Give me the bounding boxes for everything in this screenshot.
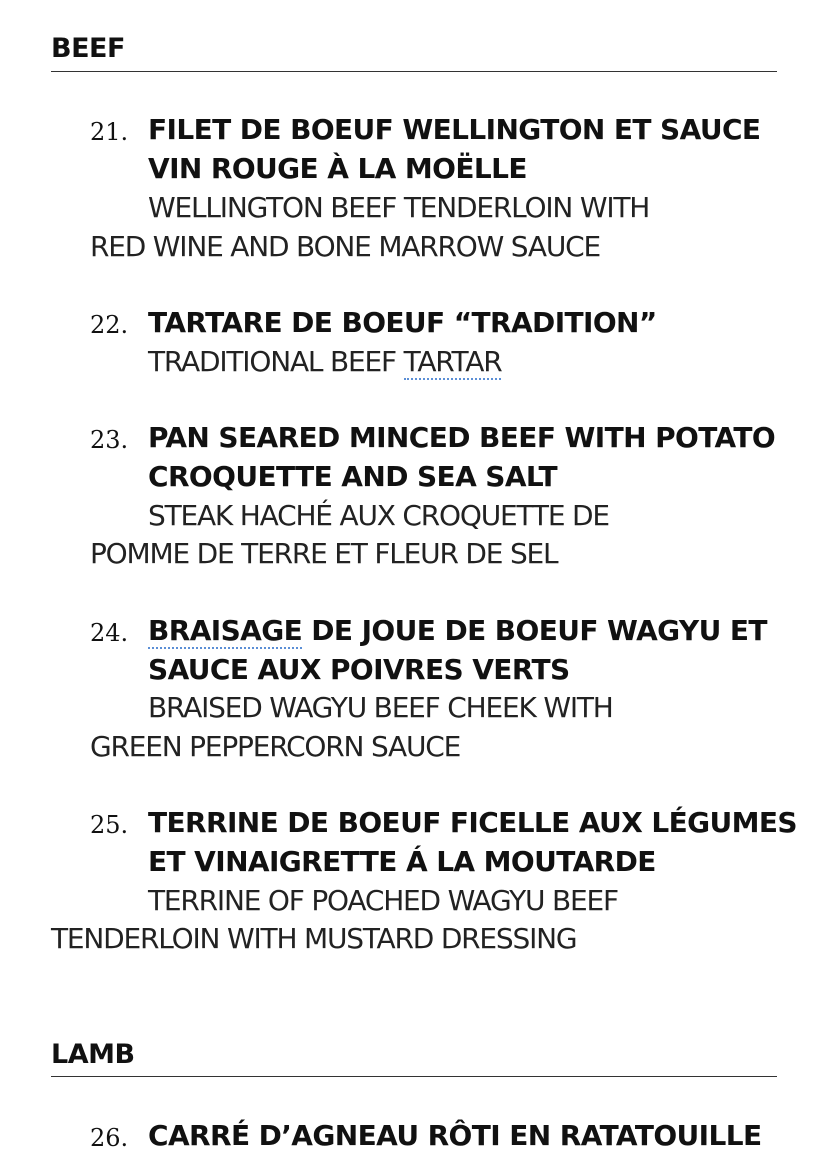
spellcheck-marked-word: TARTAR — [403, 345, 502, 378]
item-number: 25. — [90, 811, 129, 839]
item-name-fr: CROQUETTE AND SEA SALT — [148, 460, 558, 493]
spellcheck-marked-word: BRAISAGE — [148, 614, 303, 647]
item-number: 23. — [90, 426, 129, 454]
item-description-en: GREEN PEPPERCORN SAUCE — [90, 730, 461, 763]
item-name-fr: SAUCE AUX POIVRES VERTS — [148, 653, 570, 686]
item-description-en: STEAK HACHÉ AUX CROQUETTE DE — [148, 499, 609, 532]
item-description-en: TENDERLOIN WITH MUSTARD DRESSING — [51, 922, 577, 955]
item-description-en: BRAISED WAGYU BEEF CHEEK WITH — [148, 691, 613, 724]
item-name-fr: VIN ROUGE À LA MOËLLE — [148, 152, 527, 185]
item-description-en: WELLINGTON BEEF TENDERLOIN WITH — [148, 191, 650, 224]
section-divider — [51, 71, 777, 72]
section-divider — [51, 1076, 777, 1077]
item-name-fr: TERRINE DE BOEUF FICELLE AUX LÉGUMES — [148, 806, 797, 839]
item-name-fr: TARTARE DE BOEUF “TRADITION” — [148, 306, 657, 339]
item-name-fr: CARRÉ D’AGNEAU RÔTI EN RATATOUILLE — [148, 1119, 762, 1152]
item-name-fr: PAN SEARED MINCED BEEF WITH POTATO — [148, 421, 776, 454]
item-name-fr: FILET DE BOEUF WELLINGTON ET SAUCE — [148, 113, 761, 146]
item-number: 26. — [90, 1124, 129, 1152]
section-title-lamb: LAMB — [51, 1039, 135, 1070]
item-name-text: DE JOUE DE BOEUF WAGYU ET — [302, 614, 767, 647]
item-number: 21. — [90, 118, 129, 146]
item-name-fr — [148, 612, 767, 650]
section-title-beef: BEEF — [51, 33, 125, 64]
item-name-fr: ET VINAIGRETTE Á LA MOUTARDE — [148, 845, 656, 878]
item-description-en: POMME DE TERRE ET FLEUR DE SEL — [90, 537, 558, 570]
item-description-en — [148, 343, 501, 381]
item-description-text: TRADITIONAL BEEF — [148, 345, 404, 378]
item-number: 24. — [90, 619, 129, 647]
item-description-en: TERRINE OF POACHED WAGYU BEEF — [148, 884, 618, 917]
item-description-en: RED WINE AND BONE MARROW SAUCE — [90, 230, 600, 263]
item-number: 22. — [90, 311, 129, 339]
